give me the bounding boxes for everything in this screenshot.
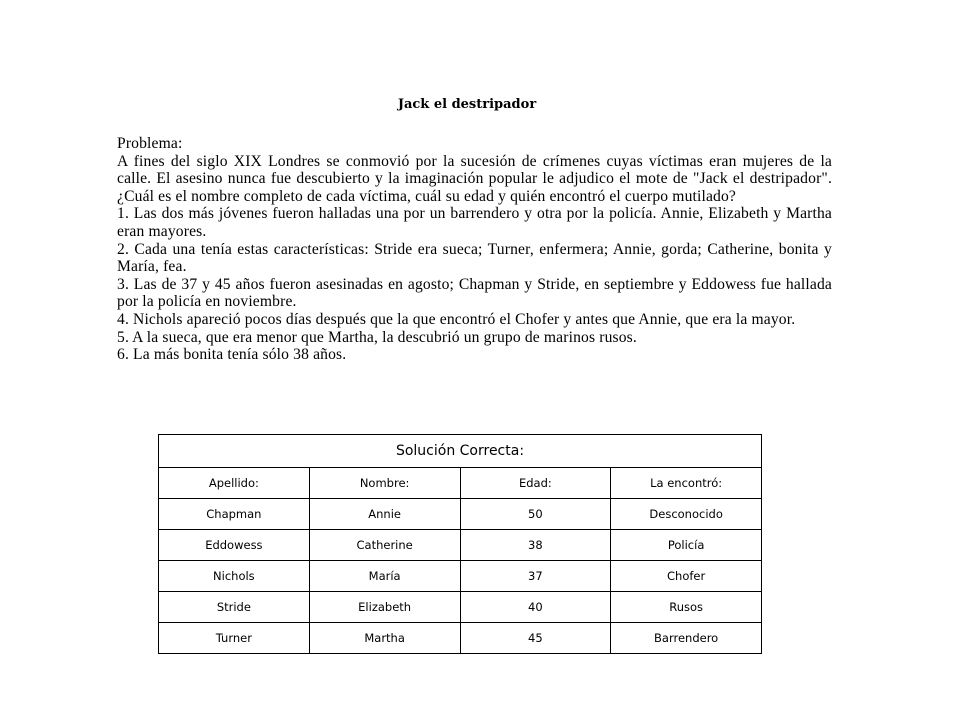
cell-nombre: Catherine <box>309 530 460 561</box>
cell-apellido: Nichols <box>159 561 310 592</box>
problem-label: Problema: <box>117 135 183 152</box>
table-row <box>159 623 762 654</box>
table-row <box>159 530 762 561</box>
clue-4: 4. Nichols apareció pocos días después que la que encontró el Chofer y antes que Annie, que era la mayor. <box>117 310 796 328</box>
header-edad: Edad: <box>460 468 611 499</box>
table-caption-row <box>159 435 762 468</box>
cell-encontro: Chofer <box>611 561 762 592</box>
cell-apellido: Stride <box>159 592 310 623</box>
clue-3: 3. Las de 37 y 45 años fueron asesinadas en agosto; Chapman y Stride, en septiembre y Eddowess fue hallada por la policía en noviembre. <box>117 275 832 311</box>
header-encontro: La encontró: <box>611 468 762 499</box>
clue-2: 2. Cada una tenía estas características: Stride era sueca; Turner, enfermera; Annie, gorda; Catherine, bonita y María, fea. <box>117 240 832 276</box>
cell-nombre: María <box>309 561 460 592</box>
cell-edad: 45 <box>460 623 611 654</box>
table-header-row <box>159 468 762 499</box>
header-nombre: Nombre: <box>309 468 460 499</box>
clue-5: 5. A la sueca, que era menor que Martha, la descubrió un grupo de marinos rusos. <box>117 328 637 346</box>
cell-edad: 37 <box>460 561 611 592</box>
problem-text <box>117 135 832 364</box>
cell-apellido: Chapman <box>159 499 310 530</box>
clue-1: 1. Las dos más jóvenes fueron halladas una por un barrendero y otra por la policía. Annie, Elizabeth y Martha eran mayores. <box>117 205 832 240</box>
solution-table <box>158 434 762 654</box>
cell-encontro: Rusos <box>611 592 762 623</box>
cell-edad: 38 <box>460 530 611 561</box>
cell-nombre: Martha <box>309 623 460 654</box>
cell-nombre: Elizabeth <box>309 592 460 623</box>
table-caption: Solución Correcta: <box>159 435 762 468</box>
cell-encontro: Barrendero <box>611 623 762 654</box>
problem-intro: A fines del siglo XIX Londres se conmovió por la sucesión de crímenes cuyas víctimas eran mujeres de la calle. El asesino nunca fue descubierto y la imaginación popular le adjudico el mote de "Jack el destripador". ¿Cuál es el nombre completo de cada víctima, cuál su edad y quién encontró el cuerpo mutilado? <box>117 152 832 205</box>
table-row <box>159 561 762 592</box>
table-row <box>159 592 762 623</box>
header-apellido: Apellido: <box>159 468 310 499</box>
cell-edad: 40 <box>460 592 611 623</box>
cell-encontro: Desconocido <box>611 499 762 530</box>
cell-encontro: Policía <box>611 530 762 561</box>
cell-edad: 50 <box>460 499 611 530</box>
document-title: Jack el destripador <box>397 97 537 112</box>
cell-nombre: Annie <box>309 499 460 530</box>
cell-apellido: Eddowess <box>159 530 310 561</box>
cell-apellido: Turner <box>159 623 310 654</box>
table-row <box>159 499 762 530</box>
clue-6: 6. La más bonita tenía sólo 38 años. <box>117 346 347 364</box>
